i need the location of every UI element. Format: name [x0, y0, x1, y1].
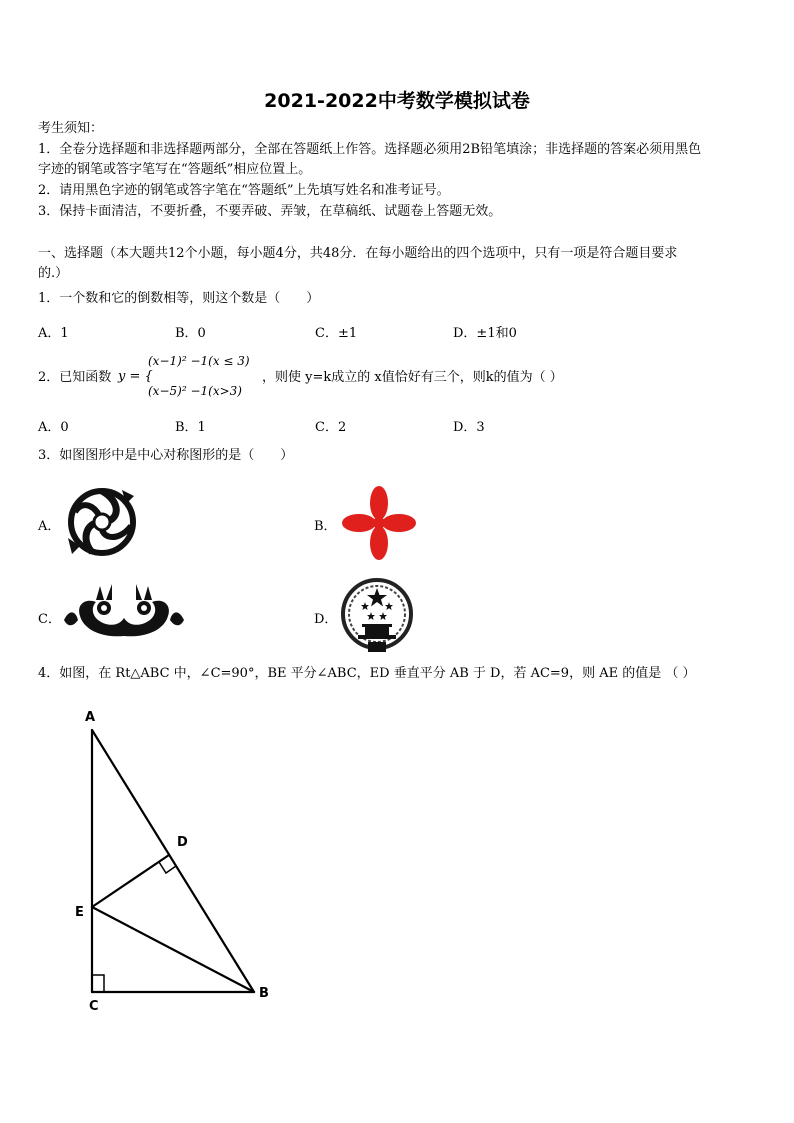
q1-option-c: C．±1 [315, 326, 358, 341]
q1-option-d: D．±1和0 [453, 326, 517, 341]
notice-line-2: 字迹的钢笔或答字笔写在“答题纸”相应位置上。 [38, 162, 312, 177]
q2-case-1: (x−1)² −1(x ≤ 3) [148, 354, 250, 368]
notice-line-1: 1．全卷分选择题和非选择题两部分，全部在答题纸上作答。选择题必须用2B铅笔填涂；非选择题的答案必须用黑色 [38, 142, 702, 157]
q3-option-c: C． [38, 612, 61, 627]
q1-stem: 1．一个数和它的倒数相等，则这个数是（ ） [38, 291, 320, 306]
q3-figure-a-triskelion [62, 482, 142, 562]
q3-option-b: B． [314, 519, 337, 534]
q3-option-a: A． [38, 519, 61, 534]
q4-label-b: B [259, 986, 269, 1001]
q3-figure-b-red-flower [338, 484, 420, 562]
q4-label-c: C [89, 999, 99, 1014]
q4-label-a: A [85, 710, 96, 725]
q2-option-a: A．0 [38, 420, 69, 435]
q2-option-c: C．2 [315, 420, 347, 435]
section-heading-line-1: 一、选择题（本大题共12个小题，每小题4分，共48分．在每小题给出的四个选项中，只有一项是符合题目要求 [38, 246, 678, 261]
q1-option-b: B．0 [175, 326, 206, 341]
q4-label-d: D [177, 835, 188, 850]
q2-stem-pre: 2．已知函数 [38, 370, 112, 385]
q3-figure-c-twin-birds [62, 578, 186, 648]
page-title: 2021-2022中考数学模拟试卷 [264, 90, 530, 112]
q3-figure-d-national-emblem [338, 576, 416, 656]
q2-option-d: D．3 [453, 420, 485, 435]
notice-heading: 考生须知： [38, 121, 104, 136]
notice-line-4: 3．保持卡面清洁，不要折叠，不要弄破、弄皱，在草稿纸、试题卷上答题无效。 [38, 204, 502, 219]
q2-case-2: (x−5)² −1(x>3) [148, 384, 242, 398]
q4-label-e: E [75, 905, 84, 920]
q4-stem: 4．如图，在 Rt△ABC 中，∠C=90°，BE 平分∠ABC，ED 垂直平分 AB 于 D，若 AC=9，则 AE 的值是 （ ） [38, 666, 696, 681]
section-heading-line-2: 的.） [38, 266, 69, 281]
q3-stem: 3．如图图形中是中心对称图形的是（ ） [38, 448, 294, 463]
q2-function-y: y = { [118, 369, 153, 384]
q2-option-b: B．1 [175, 420, 206, 435]
q3-option-d: D． [314, 612, 338, 627]
q1-option-a: A．1 [38, 326, 69, 341]
notice-line-3: 2．请用黑色字迹的钢笔或答字笔在“答题纸”上先填写姓名和准考证号。 [38, 183, 450, 198]
q4-triangle-diagram [70, 705, 290, 1025]
q2-stem-post: ，则使 y=k成立的 x值恰好有三个，则k的值为（ ） [262, 370, 563, 385]
